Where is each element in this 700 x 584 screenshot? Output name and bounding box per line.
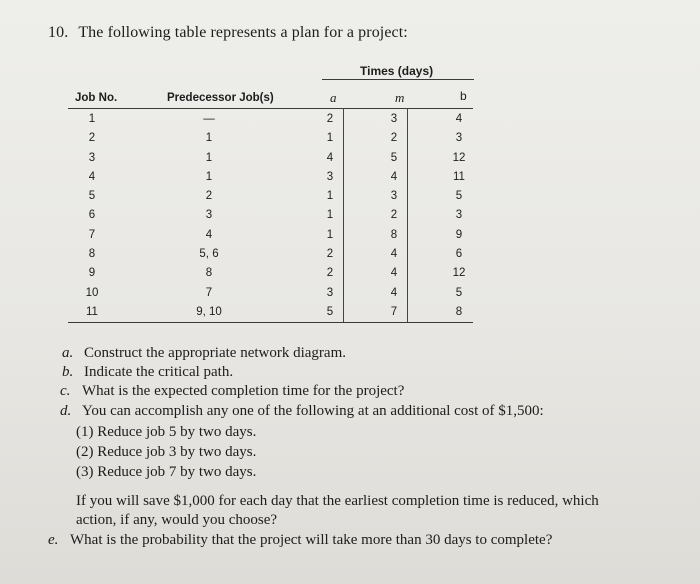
cell-job: 2: [88, 132, 96, 145]
question-e: e. What is the probability that the project will take more than 30 days to complete?: [48, 532, 553, 548]
table-row: [68, 265, 478, 284]
cell-m: 7: [390, 305, 398, 318]
cell-b: 4: [455, 113, 463, 125]
table-bottom-rule: [68, 322, 473, 323]
cell-a: 1: [326, 190, 334, 203]
cell-b: 8: [455, 305, 463, 318]
cell-b: 5: [455, 286, 463, 299]
cell-m: 4: [390, 286, 398, 299]
cell-m: 4: [390, 267, 398, 280]
cell-job: 4: [88, 170, 96, 183]
cell-predecessor: 8: [205, 267, 213, 280]
cell-a: 2: [326, 113, 334, 125]
cell-predecessor: 9, 10: [196, 305, 222, 318]
cell-job: 9: [88, 267, 96, 280]
cell-b: 11: [453, 170, 465, 183]
times-group-header: Times (days): [360, 64, 434, 78]
table-row: [68, 130, 478, 149]
table-row: [68, 111, 478, 130]
question-d-option-2: (2) Reduce job 3 by two days.: [76, 444, 257, 460]
cell-b: 12: [452, 267, 466, 280]
cell-job: 1: [88, 113, 96, 125]
cell-a: 3: [326, 170, 334, 183]
table-row: [68, 169, 478, 188]
column-header-b: b: [460, 89, 467, 103]
cell-b: 6: [455, 248, 463, 261]
cell-m: 2: [390, 132, 398, 145]
cell-predecessor: 7: [205, 286, 213, 299]
question-d-followup-line-2: action, if any, would you choose?: [76, 512, 278, 528]
cell-predecessor: —: [203, 113, 215, 125]
cell-b: 3: [455, 209, 463, 222]
question-a: a. Construct the appropriate network diagram.: [62, 345, 347, 361]
cell-job: 7: [88, 228, 96, 241]
question-d-option-1: (1) Reduce job 5 by two days.: [76, 424, 257, 440]
cell-job: 11: [86, 305, 98, 318]
question-d-followup-line-1: If you will save $1,000 for each day that the earliest completion time is reduced, which: [76, 493, 599, 509]
cell-m: 5: [390, 151, 398, 164]
cell-predecessor: 2: [205, 190, 213, 203]
cell-a: 5: [326, 305, 334, 318]
column-header-m: m: [395, 90, 405, 105]
problem-statement: The following table represents a plan for a project:: [78, 24, 408, 41]
problem-heading: [48, 24, 408, 42]
table-row: [68, 188, 478, 207]
cell-a: 1: [326, 209, 334, 222]
cell-b: 5: [455, 190, 463, 203]
cell-m: 3: [390, 190, 398, 203]
question-b: b. Indicate the critical path.: [62, 364, 234, 380]
cell-job: 3: [88, 151, 96, 164]
question-d: d. You can accomplish any one of the following at an additional cost of $1,500:: [60, 403, 544, 419]
table-row: [68, 207, 478, 226]
cell-m: 2: [390, 209, 398, 222]
table-row: [68, 285, 478, 304]
cell-a: 1: [326, 132, 334, 145]
cell-predecessor: 1: [205, 170, 213, 183]
cell-b: 12: [452, 151, 466, 164]
project-table: [68, 111, 478, 323]
question-c: c. What is the expected completion time for the project?: [60, 383, 405, 399]
table-row: [68, 246, 478, 265]
cell-predecessor: 4: [205, 228, 213, 241]
cell-job: 10: [85, 286, 99, 299]
cell-b: 3: [455, 132, 463, 145]
cell-job: 8: [88, 248, 96, 261]
cell-predecessor: 3: [205, 209, 213, 222]
column-header-job: Job No.: [75, 92, 118, 104]
cell-job: 5: [88, 190, 96, 203]
cell-a: 4: [326, 151, 334, 164]
table-top-rule: [68, 108, 473, 109]
column-header-predecessor: Predecessor Job(s): [167, 92, 274, 104]
cell-predecessor: 1: [205, 151, 213, 164]
cell-a: 3: [326, 286, 334, 299]
cell-a: 2: [326, 248, 334, 261]
column-header-a: a: [330, 90, 337, 105]
cell-b: 9: [455, 228, 463, 241]
cell-predecessor: 1: [205, 132, 213, 145]
table-row: [68, 150, 478, 169]
cell-m: 8: [390, 228, 398, 241]
cell-a: 2: [326, 267, 334, 280]
cell-a: 1: [326, 228, 334, 241]
table-row: [68, 304, 478, 323]
cell-m: 4: [390, 170, 398, 183]
table-row: [68, 227, 478, 246]
times-header-rule: [322, 79, 474, 80]
cell-job: 6: [88, 209, 96, 222]
cell-predecessor: 5, 6: [199, 248, 219, 261]
cell-m: 4: [390, 248, 398, 261]
cell-m: 3: [390, 113, 398, 125]
problem-number: 10.: [48, 24, 69, 41]
question-d-option-3: (3) Reduce job 7 by two days.: [76, 464, 257, 480]
